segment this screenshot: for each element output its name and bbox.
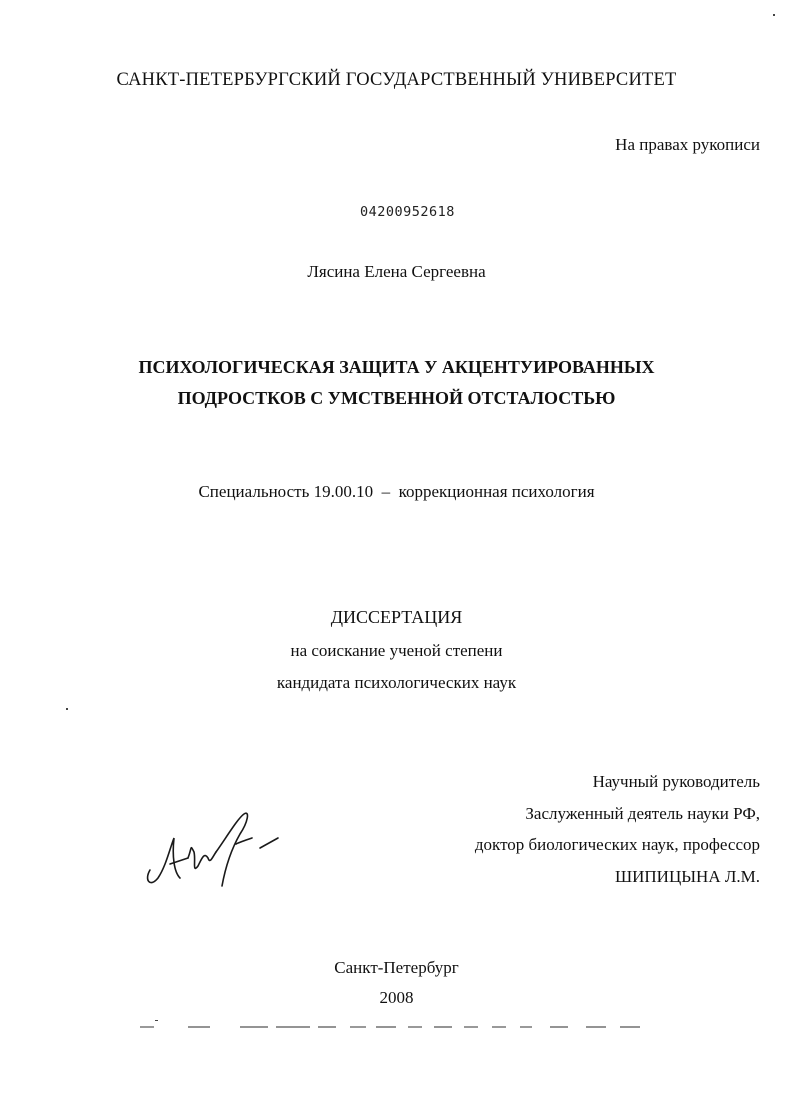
- scan-edge-artifacts: [140, 1024, 660, 1030]
- title-line-2: ПОДРОСТКОВ С УМСТВЕННОЙ ОТСТАЛОСТЬЮ: [177, 388, 616, 408]
- degree-purpose: на соискание ученой степени: [290, 641, 503, 660]
- advisor-honorary-title: Заслуженный деятель науки РФ,: [525, 803, 760, 823]
- specialty-line: Специальность 19.00.10 – коррекционная психология: [198, 482, 595, 501]
- city: Санкт-Петербург: [334, 958, 459, 977]
- advisor-block: [475, 766, 760, 892]
- advisor-degree: доктор биологических наук, профессор: [474, 835, 760, 854]
- dissertation-label: ДИССЕРТАЦИЯ: [330, 607, 463, 627]
- author-name: Лясина Елена Сергеевна: [307, 262, 486, 281]
- manuscript-rights-note: На правах рукописи: [615, 135, 760, 154]
- scan-speck: [66, 708, 68, 710]
- degree-name: кандидата психологических наук: [276, 673, 517, 692]
- university-name: САНКТ-ПЕТЕРБУРГСКИЙ ГОСУДАРСТВЕННЫЙ УНИВЕРСИТЕТ: [116, 70, 677, 90]
- dissertation-title: [0, 352, 793, 414]
- year: 2008: [379, 988, 414, 1007]
- scan-speck: [773, 14, 775, 16]
- handwritten-signature: [140, 808, 290, 893]
- registration-number: 04200952618: [360, 204, 455, 220]
- title-line-1: ПСИХОЛОГИЧЕСКАЯ ЗАЩИТА У АКЦЕНТУИРОВАННЫХ: [138, 357, 655, 377]
- advisor-name: ШИПИЦЫНА Л.М.: [614, 866, 760, 886]
- scan-speck: [155, 1020, 158, 1021]
- advisor-role: Научный руководитель: [592, 772, 760, 791]
